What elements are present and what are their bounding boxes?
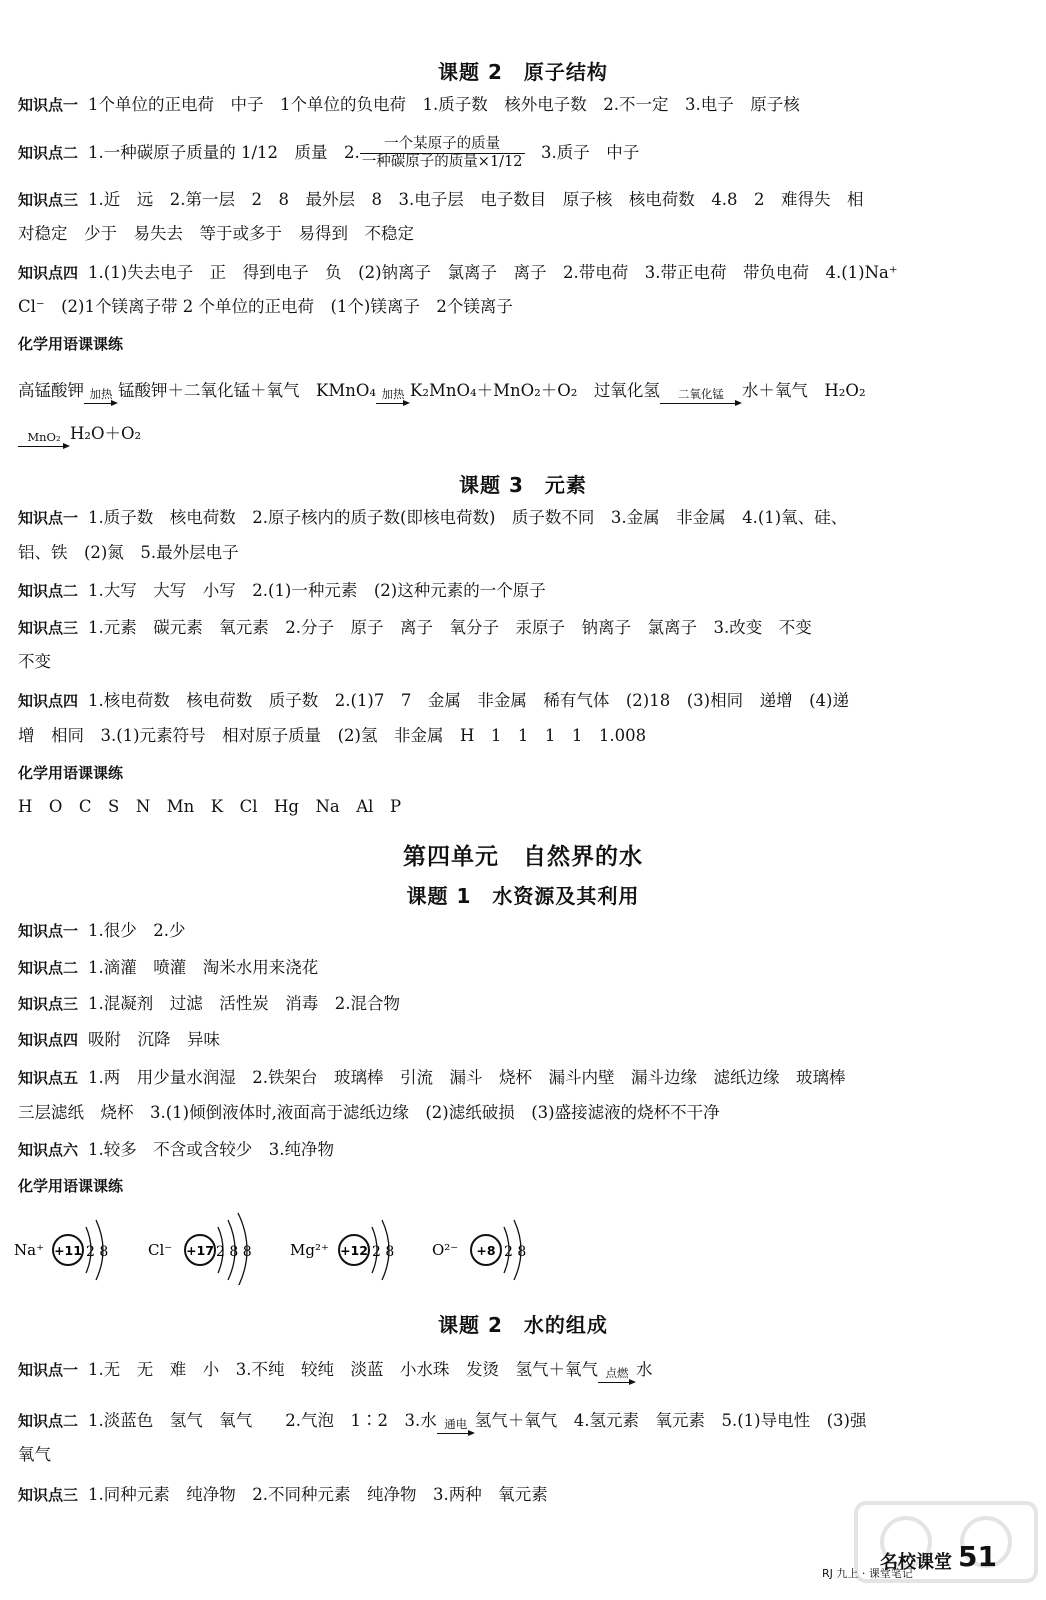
s3-point-1: 知识点一 1.质子数 核电荷数 2.原子核内的质子数(即核电荷数) 质子数不同 3.金属 非金属 4.(1)氧、硅、 — [18, 508, 848, 527]
s2-point-1: 知识点一 1个单位的正电荷 中子 1个单位的负电荷 1.质子数 核外电子数 2.不一定 3.电子 原子核 — [18, 95, 800, 114]
svg-text:+8: +8 — [476, 1243, 496, 1258]
u4s1-terms-heading: 化学用语课课练 — [18, 1177, 124, 1195]
svg-text:O²⁻: O²⁻ — [432, 1241, 459, 1259]
svg-text:+12: +12 — [340, 1243, 368, 1258]
svg-text:+17: +17 — [186, 1243, 214, 1258]
ion-diagram-na — [14, 1220, 108, 1280]
svg-text:2 8: 2 8 — [504, 1244, 527, 1260]
reaction-arrow: 通电 — [437, 1418, 475, 1438]
s3-element-symbols: H O C S N Mn K Cl Hg Na Al P — [18, 797, 402, 816]
s2-point-3: 知识点三 1.近 远 2.第一层 2 8 最外层 8 3.电子层 电子数目 原子核 核电荷数 4.8 2 难得失 相 — [18, 190, 864, 209]
s3-point-1-cont: 铝、铁 (2)氮 5.最外层电子 — [18, 543, 239, 562]
s2-terms-heading: 化学用语课课练 — [18, 335, 124, 353]
svg-text:2 8 8: 2 8 8 — [216, 1244, 252, 1260]
u4s1-point-4: 知识点四 吸附 沉降 异味 — [18, 1030, 221, 1049]
reaction-arrow: 加热 — [84, 388, 118, 408]
s2-point-4: 知识点四 1.(1)失去电子 正 得到电子 负 (2)钠离子 氯离子 离子 2.带电荷 3.带正电荷 带负电荷 4.(1)Na⁺ — [18, 263, 898, 282]
ion-diagram-mg — [290, 1220, 394, 1280]
u4s1-point-2: 知识点二 1.滴灌 喷灌 淘米水用来浇花 — [18, 958, 319, 977]
u4s2-point-1: 知识点一 1.无 无 难 小 3.不纯 较纯 淡蓝 小水珠 发烫 氢气＋氧气 点燃 水 — [18, 1359, 1028, 1387]
s3-point-4-cont: 增 相同 3.(1)元素符号 相对原子质量 (2)氢 非金属 H 1 1 1 1 1.008 — [18, 726, 647, 745]
s2-point-3-cont: 对稳定 少于 易失去 等于或多于 易得到 不稳定 — [18, 224, 414, 243]
u4s2-point-2: 知识点二 1.淡蓝色 氢气 氧气 2.气泡 1∶2 3.水 通电 氢气＋氧气 4.氢元素 氧元素 5.(1)导电性 (3)强 — [18, 1410, 1028, 1438]
s3-point-4: 知识点四 1.核电荷数 核电荷数 质子数 2.(1)7 7 金属 非金属 稀有气体 (2)18 (3)相同 递增 (4)递 — [18, 691, 849, 710]
u4s2-point-2-cont: 氧气 — [18, 1445, 51, 1464]
section-title-water-composition: 课题 2 水的组成 — [438, 1313, 608, 1337]
relative-atomic-mass-fraction: $\frac{\text{一个某原子的质量}}{\text{一种碳原子的质量×1/12}}$ — [361, 136, 523, 170]
s2-terms-equations: 高锰酸钾 加热 锰酸钾＋二氧化锰＋氧气 KMnO₄ 加热 K₂MnO₄＋MnO₂＋O₂ 过氧化氢 二氧化锰 水＋氧气 H₂O₂ — [18, 380, 1028, 408]
ion-structure-diagrams — [0, 1205, 600, 1285]
s2-point-2: 知识点二 1.一种碳原子质量的 1/12 质量 2. $\frac{\text{一个某原子的质量}}{\text{一种碳原子的质量×1/12}}$ 3.质子 中子 — [18, 136, 640, 170]
s2-point-4-cont: Cl⁻ (2)1个镁离子带 2 个单位的正电荷 (1个)镁离子 2个镁离子 — [18, 297, 513, 316]
s3-point-2: 知识点二 1.大写 大写 小写 2.(1)一种元素 (2)这种元素的一个原子 — [18, 581, 546, 600]
reaction-arrow: MnO₂ — [18, 431, 70, 451]
footer-brand-logo: 名校课堂 — [880, 1552, 952, 1573]
section-title-elements: 课题 3 元素 — [459, 473, 587, 497]
svg-text:Mg²⁺: Mg²⁺ — [290, 1241, 329, 1259]
reaction-arrow: 二氧化锰 — [660, 388, 742, 408]
reaction-arrow: 加热 — [376, 388, 410, 408]
u4s1-point-6: 知识点六 1.较多 不含或含较少 3.纯净物 — [18, 1140, 335, 1159]
s3-terms-heading: 化学用语课课练 — [18, 764, 124, 782]
ion-diagram-o — [432, 1220, 526, 1280]
svg-text:2 8: 2 8 — [86, 1244, 109, 1260]
u4s1-point-5: 知识点五 1.两 用少量水润湿 2.铁架台 玻璃棒 引流 漏斗 烧杯 漏斗内壁 漏斗边缘 滤纸边缘 玻璃棒 — [18, 1068, 846, 1087]
svg-text:+11: +11 — [54, 1243, 82, 1258]
s2-terms-equations-cont: MnO₂ H₂O＋O₂ — [18, 423, 1028, 451]
s3-point-3-cont: 不变 — [18, 652, 51, 671]
footer-series: RJ 九上 · 课堂笔记 — [822, 1567, 913, 1580]
s3-point-3: 知识点三 1.元素 碳元素 氧元素 2.分子 原子 离子 氧分子 汞原子 钠离子 氯离子 3.改变 不变 — [18, 618, 812, 637]
u4s1-point-3: 知识点三 1.混凝剂 过滤 活性炭 消毒 2.混合物 — [18, 994, 401, 1013]
section-title-atomic-structure: 课题 2 原子结构 — [438, 60, 608, 84]
ion-diagram-cl — [148, 1213, 252, 1285]
page-number: 51 — [958, 1540, 997, 1573]
u4s2-point-3: 知识点三 1.同种元素 纯净物 2.不同种元素 纯净物 3.两种 氧元素 — [18, 1485, 548, 1504]
svg-text:Cl⁻: Cl⁻ — [148, 1241, 173, 1259]
u4s1-point-1: 知识点一 1.很少 2.少 — [18, 921, 186, 940]
unit-title: 第四单元 自然界的水 — [403, 844, 643, 870]
section-title-water-resources: 课题 1 水资源及其利用 — [406, 884, 640, 908]
svg-text:Na⁺: Na⁺ — [14, 1241, 44, 1259]
svg-text:2 8: 2 8 — [372, 1244, 395, 1260]
u4s1-point-5-cont: 三层滤纸 烧杯 3.(1)倾倒液体时,液面高于滤纸边缘 (2)滤纸破损 (3)盛接滤液的烧杯不干净 — [18, 1103, 720, 1122]
reaction-arrow: 点燃 — [598, 1367, 636, 1387]
